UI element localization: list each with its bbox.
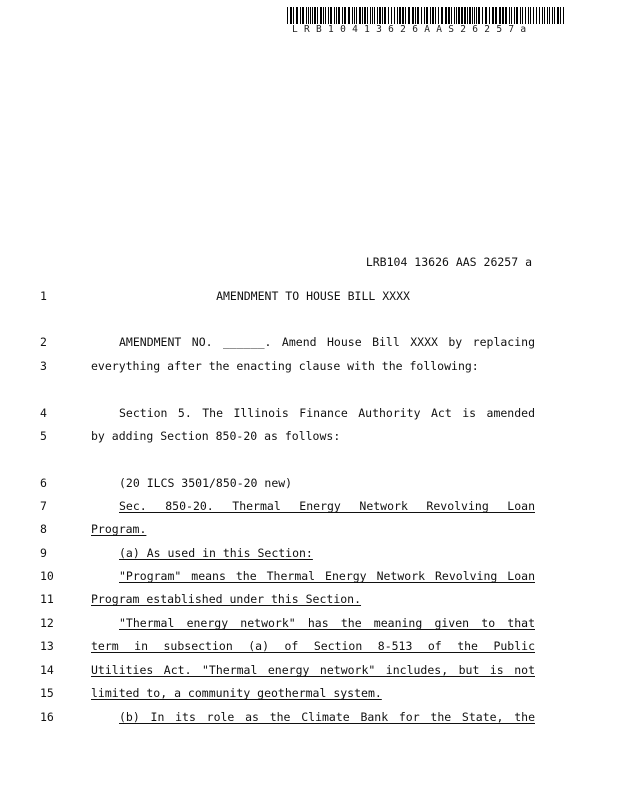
line-number: 6 — [40, 476, 47, 490]
line-number: 1 — [40, 289, 47, 303]
line-12 — [0, 614, 618, 632]
line-number: 5 — [40, 429, 47, 443]
line-number: 4 — [40, 406, 47, 420]
line-number: 9 — [40, 546, 47, 560]
line-number: 13 — [40, 639, 54, 653]
line-number: 2 — [40, 335, 47, 349]
line-4 — [0, 404, 618, 422]
line-number: 16 — [40, 710, 54, 724]
line-number: 3 — [40, 359, 47, 373]
line-text: term in subsection (a) of Section 8-513 of the Public — [91, 639, 535, 653]
line-text: AMENDMENT NO. ______. Amend House Bill XXXX by replacing — [119, 335, 535, 349]
line-2 — [0, 333, 618, 351]
line-13 — [0, 637, 618, 655]
line-number: 15 — [40, 686, 54, 700]
line-text: by adding Section 850-20 as follows: — [91, 429, 341, 443]
line-number: 8 — [40, 522, 47, 536]
line-text: Section 5. The Illinois Finance Authority Act is amended — [119, 406, 535, 420]
line-11 — [0, 590, 618, 608]
line-text: Program. — [91, 522, 147, 536]
line-text: "Program" means the Thermal Energy Network Revolving Loan — [119, 569, 535, 583]
line-number: 7 — [40, 499, 47, 513]
amendment-title: AMENDMENT TO HOUSE BILL XXXX — [216, 289, 410, 303]
line-text: Utilities Act. "Thermal energy network" includes, but is not — [91, 663, 535, 677]
line-text: Program established under this Section. — [91, 592, 362, 606]
line-text: Sec. 850-20. Thermal Energy Network Revolving Loan — [119, 499, 535, 513]
line-3 — [0, 357, 618, 375]
line-5 — [0, 427, 618, 445]
line-number: 10 — [40, 569, 54, 583]
barcode-image — [287, 7, 567, 24]
line-9 — [0, 544, 618, 562]
line-text: limited to, a community geothermal system. — [91, 686, 382, 700]
line-10 — [0, 567, 618, 585]
barcode-text: LRB10413626AAS26257a — [292, 24, 533, 35]
line-7 — [0, 497, 618, 515]
line-number: 14 — [40, 663, 54, 677]
line-14 — [0, 661, 618, 679]
lrb-header: LRB104 13626 AAS 26257 a — [365, 255, 532, 269]
line-text: (a) As used in this Section: — [119, 546, 313, 560]
line-text: everything after the enacting clause with the following: — [91, 359, 479, 373]
line-text: (b) In its role as the Climate Bank for the State, the — [119, 710, 535, 724]
line-number: 11 — [40, 592, 54, 606]
line-8 — [0, 520, 618, 538]
line-6 — [0, 474, 618, 492]
line-text: "Thermal energy network" has the meaning given to that — [119, 616, 535, 630]
line-1 — [0, 287, 618, 305]
line-number: 12 — [40, 616, 54, 630]
line-15 — [0, 684, 618, 702]
line-text: (20 ILCS 3501/850-20 new) — [119, 476, 293, 490]
line-16 — [0, 708, 618, 726]
